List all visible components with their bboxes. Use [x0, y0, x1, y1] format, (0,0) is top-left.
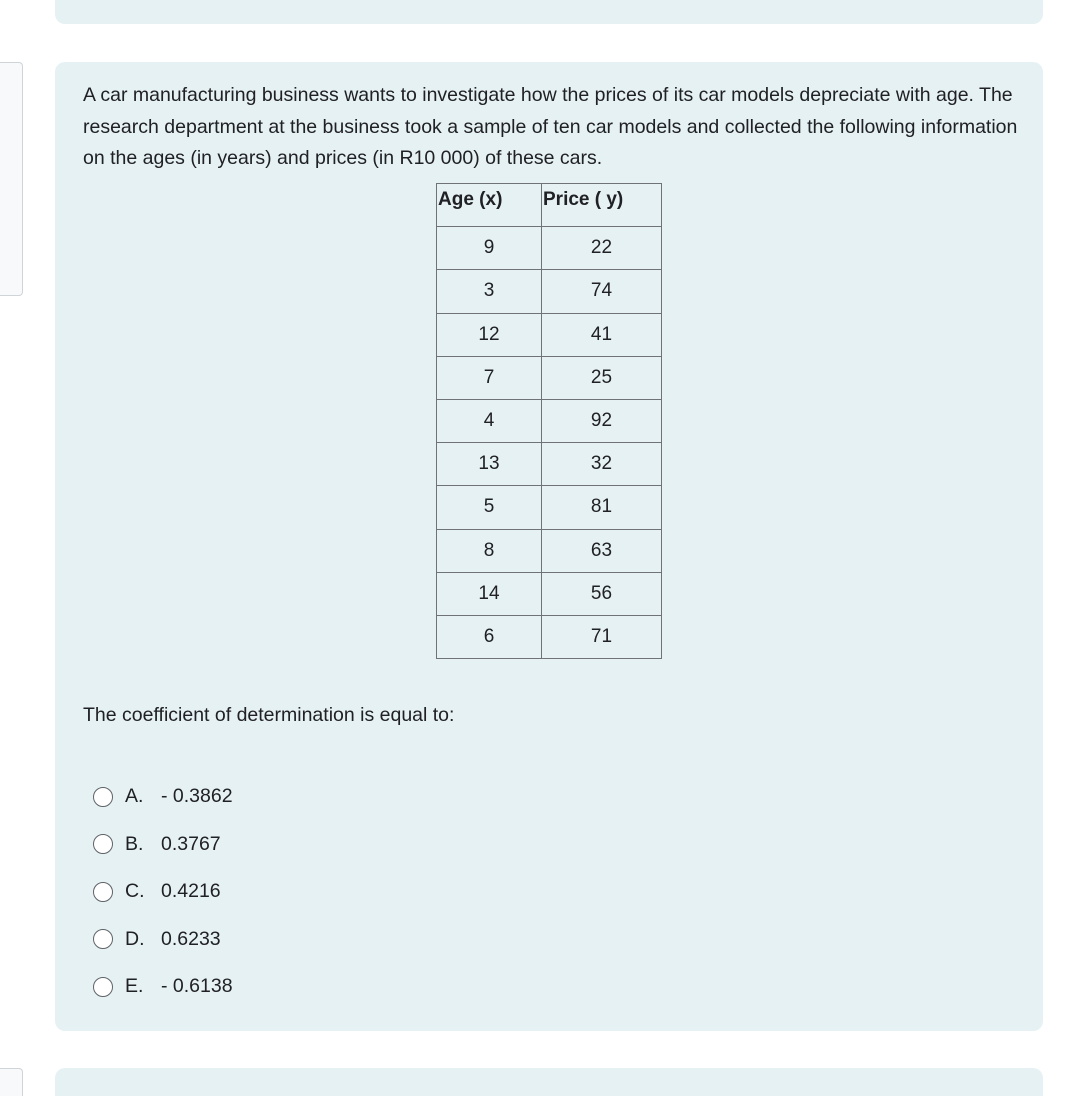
radio-button-d[interactable] — [93, 929, 113, 949]
column-header-price: Price ( y) — [542, 184, 662, 227]
table-row — [437, 486, 662, 529]
next-question-card — [55, 1068, 1043, 1096]
table-row — [437, 270, 662, 313]
price-cell: 32 — [542, 443, 662, 486]
option-letter: A. — [125, 785, 144, 808]
price-cell: 92 — [542, 399, 662, 442]
question-card — [55, 62, 1043, 1031]
table-row — [437, 227, 662, 270]
price-cell: 81 — [542, 486, 662, 529]
question-prompt: The coefficient of determination is equal to: — [83, 704, 455, 726]
option-c[interactable] — [93, 868, 233, 916]
table-row — [437, 572, 662, 615]
option-a[interactable] — [93, 773, 233, 821]
price-cell: 25 — [542, 356, 662, 399]
option-value: - 0.3862 — [161, 785, 233, 808]
radio-button-c[interactable] — [93, 882, 113, 902]
age-cell: 5 — [437, 486, 542, 529]
question-text: A car manufacturing business wants to investigate how the prices of its car models depreciate with age. The research department at the business took a sample of ten car models and collected the following information on the ages (in years) and prices (in R10 000) of these cars. — [83, 84, 1018, 169]
option-value: 0.3767 — [161, 832, 221, 855]
age-cell: 12 — [437, 313, 542, 356]
side-panel-tab-next[interactable] — [0, 1068, 23, 1096]
price-cell: 22 — [542, 227, 662, 270]
option-d[interactable] — [93, 916, 233, 964]
table-row — [437, 313, 662, 356]
radio-button-a[interactable] — [93, 787, 113, 807]
age-cell: 7 — [437, 356, 542, 399]
option-letter: E. — [125, 975, 144, 998]
age-cell: 14 — [437, 572, 542, 615]
table-header-row — [437, 184, 662, 227]
option-e[interactable] — [93, 963, 233, 1011]
option-value: - 0.6138 — [161, 975, 233, 998]
age-cell: 9 — [437, 227, 542, 270]
data-table — [436, 183, 662, 659]
option-value: 0.4216 — [161, 880, 221, 903]
option-value: 0.6233 — [161, 927, 221, 950]
option-letter: C. — [125, 880, 145, 903]
price-cell: 63 — [542, 529, 662, 572]
option-letter: B. — [125, 832, 144, 855]
table-row — [437, 443, 662, 486]
option-b[interactable] — [93, 821, 233, 869]
price-cell: 41 — [542, 313, 662, 356]
age-cell: 4 — [437, 399, 542, 442]
radio-button-e[interactable] — [93, 977, 113, 997]
age-cell: 8 — [437, 529, 542, 572]
previous-question-card — [55, 0, 1043, 24]
price-cell: 71 — [542, 615, 662, 658]
price-cell: 56 — [542, 572, 662, 615]
age-cell: 6 — [437, 615, 542, 658]
column-header-age: Age (x) — [437, 184, 542, 227]
age-cell: 13 — [437, 443, 542, 486]
side-panel-tab[interactable] — [0, 62, 23, 296]
age-cell: 3 — [437, 270, 542, 313]
table-row — [437, 529, 662, 572]
table-row — [437, 615, 662, 658]
price-cell: 74 — [542, 270, 662, 313]
table-row — [437, 356, 662, 399]
option-letter: D. — [125, 927, 145, 950]
answer-options — [93, 773, 233, 1011]
radio-button-b[interactable] — [93, 834, 113, 854]
table-row — [437, 399, 662, 442]
